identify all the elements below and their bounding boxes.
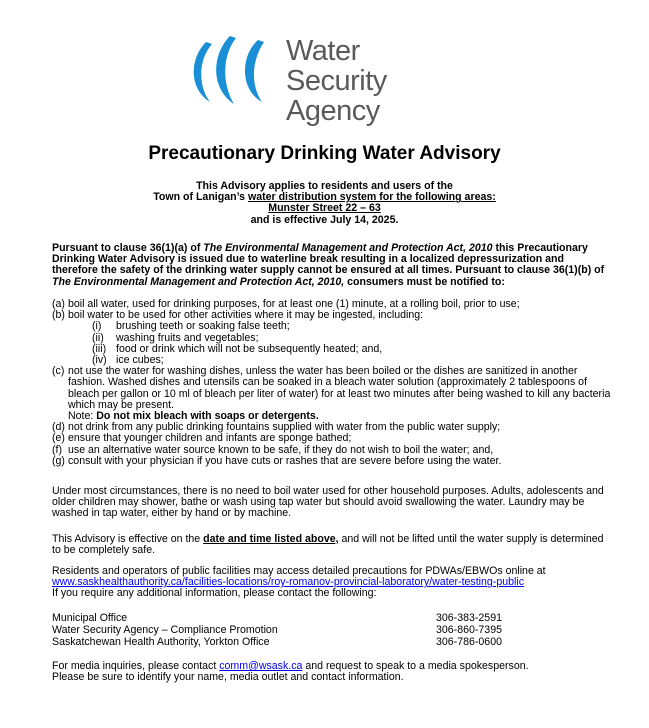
contact-name: Saskatchewan Health Authority, Yorkton Office	[52, 635, 270, 648]
sublist-text: ice cubes;	[116, 354, 164, 367]
water-drops-logo-icon	[188, 30, 288, 110]
sha-water-testing-link[interactable]: www.saskhealthauthority.ca/facilities-locations/roy-romanov-provincial-laboratory/water-testing-public	[52, 576, 525, 589]
list-label: (d)	[52, 421, 65, 434]
sublist-text: washing fruits and vegetables;	[116, 331, 259, 344]
contact-name: Water Security Agency – Compliance Promotion	[52, 623, 278, 636]
pursuant-paragraph	[52, 243, 612, 288]
list-item-g	[52, 456, 612, 467]
list-label: (b)	[52, 309, 65, 322]
residents-line: Residents and operators of public facilities may access detailed precautions for PDWAs/EBWOs online at	[52, 565, 546, 577]
pursuant-text-3: consumers must be notified to:	[344, 275, 505, 288]
sublist-label: (iv)	[92, 354, 107, 367]
act-title-2: The Environmental Management and Protection Act, 2010,	[52, 275, 345, 288]
list-text: use an alternative water source known to be safe, if they do not wish to boil the water; and,	[68, 443, 494, 456]
sublist-label: (iii)	[92, 342, 107, 355]
media-prefix: For media inquiries, please contact	[52, 660, 220, 672]
instruction-list	[52, 299, 612, 467]
residents-paragraph	[52, 566, 612, 600]
applies-system: water distribution system for the following areas:	[247, 191, 496, 204]
effective-emphasis: date and time listed above,	[203, 533, 339, 545]
document-title: Precautionary Drinking Water Advisory	[148, 143, 501, 164]
list-text: not drink from any public drinking fountains supplied with water from the public water supply;	[68, 421, 501, 434]
list-label: (g)	[52, 454, 65, 467]
contact-intro: If you require any additional information, please contact the following:	[52, 587, 377, 600]
applies-block	[0, 181, 649, 226]
list-text: consult with your physician if you have cuts or rashes that are severe before using the water.	[68, 454, 502, 467]
list-text: boil water to be used for other activities where it may be ingested, including:	[68, 309, 424, 322]
list-item-e	[52, 433, 612, 444]
household-paragraph: Under most circumstances, there is no need to boil water used for other household purposes. Adults, adolescents and older children may shower, bathe or wash using tap water but should avoid swallowing the water. Laundry may be washed in tap water, either by hand or by machine.	[52, 485, 604, 520]
effective-prefix: This Advisory is effective on the	[52, 533, 204, 545]
sublist-label: (ii)	[92, 331, 104, 344]
sublist-label: (i)	[92, 320, 102, 333]
act-title-1: The Environmental Management and Protection Act, 2010	[203, 242, 493, 254]
contact-phone: 306-786-0600	[436, 635, 502, 648]
list-text: not use the water for washing dishes, unless the water has been boiled or the dishes are sanitized in another fashion. Washed dishes and utensils can be soaked in a bleach water solution (approximately 2 tablespoons of bleach per gallon or 10 ml of bleach per liter of water) for at least two minutes after being washed to kill any bacteria which may be present.	[68, 365, 611, 411]
sublist-item-iii	[92, 344, 612, 355]
contact-phone: 306-383-2591	[436, 612, 502, 624]
pursuant-text-1: Pursuant to clause 36(1)(a) of	[52, 242, 204, 254]
note-prefix: Note:	[68, 410, 97, 423]
effective-date: and is effective July 14, 2025.	[250, 213, 399, 226]
list-text: boil all water, used for drinking purposes, for at least one (1) minute, at a rolling boil, prior to use;	[68, 298, 520, 310]
note-warning: Do not mix bleach with soaps or detergents.	[96, 410, 319, 423]
media-email-link[interactable]: comm@wsask.ca	[219, 660, 303, 672]
list-label: (f)	[52, 443, 62, 456]
effective-paragraph	[52, 534, 612, 556]
logo-text-line1: Water Security	[286, 35, 387, 97]
contact-row-sha	[52, 637, 612, 649]
agency-logo	[188, 30, 408, 127]
logo-text-line2: Agency	[286, 95, 380, 127]
list-text: ensure that younger children and infants are sponge bathed;	[68, 432, 352, 445]
list-item-c	[52, 366, 612, 411]
contact-name: Municipal Office	[52, 612, 128, 624]
pursuant-text-2: this Precautionary Drinking Water Advisory is issued due to waterline break resulting in a localized depressurization and therefore the safety of the drinking water supply cannot be ensured at all times. Pursuant to clause 36(1)(b) of	[52, 242, 605, 277]
affected-area: Munster Street 22 – 63	[268, 202, 381, 215]
list-label: (e)	[52, 432, 65, 445]
effective-suffix: and will not be lifted until the water supply is determined to be completely safe.	[52, 533, 604, 557]
sublist-text: food or drink which will not be subsequently heated; and,	[116, 342, 383, 355]
applies-line1: This Advisory applies to residents and users of the	[196, 180, 453, 192]
list-label: (c)	[52, 365, 65, 378]
contact-list	[52, 613, 612, 648]
media-line2: Please be sure to identify your name, media outlet and contact information.	[52, 671, 404, 684]
sublist-text: brushing teeth or soaking false teeth;	[116, 320, 290, 333]
applies-town: Town of Lanigan’s	[153, 191, 248, 204]
sublist-item-i	[92, 321, 612, 332]
list-label: (a)	[52, 298, 65, 310]
contact-phone: 306-860-7395	[436, 623, 502, 636]
media-paragraph	[52, 661, 612, 683]
media-suffix: and request to speak to a media spokesperson.	[302, 660, 529, 672]
